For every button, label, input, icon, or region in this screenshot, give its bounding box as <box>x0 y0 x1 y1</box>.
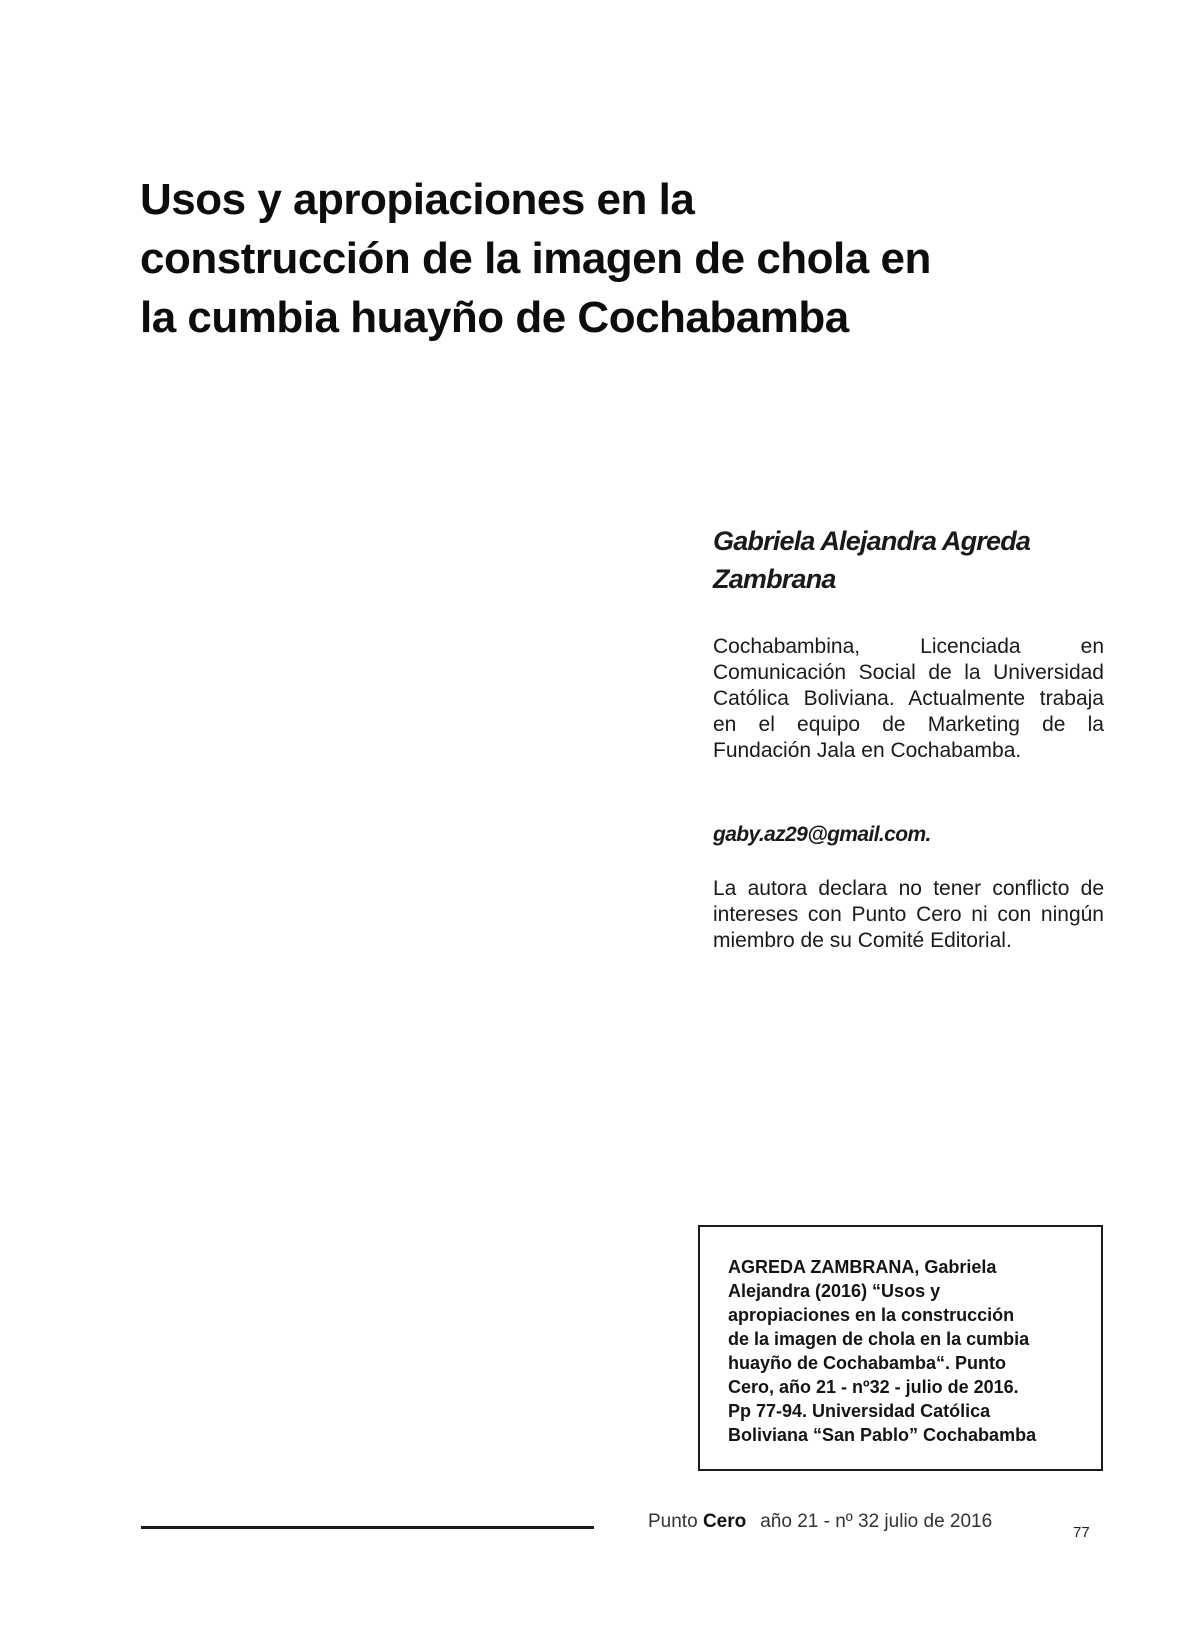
journal-name-bold: Cero <box>702 1511 747 1532</box>
footer-divider <box>141 1526 594 1529</box>
author-bio: Cochabambina, Licenciada en Comunicación Social de la Universidad Católica Boliviana. Actualmente trabaja en el equipo de Marketing de la Fundación Jala en Cochabamba. <box>713 635 1104 762</box>
author-name <box>713 522 1113 598</box>
citation-line: Boliviana “San Pablo” Cochabamba <box>728 1425 1037 1445</box>
citation-line: Pp 77-94. Universidad Católica <box>728 1401 991 1421</box>
citation-line: AGREDA ZAMBRANA, Gabriela <box>728 1257 997 1277</box>
citation-line: Cero, año 21 - nº32 - julio de 2016. <box>728 1377 1019 1397</box>
article-title-line: la cumbia huayño de Cochabamba <box>140 293 849 342</box>
citation-line: Alejandra (2016) “Usos y <box>728 1281 941 1301</box>
issue-info: año 21 - nº 32 julio de 2016 <box>760 1511 993 1532</box>
page-number: 77 <box>1073 1524 1090 1541</box>
article-title-line: construcción de la imagen de chola en <box>140 234 931 283</box>
citation-text <box>728 1255 1036 1447</box>
footer-journal-info <box>648 1511 992 1533</box>
article-title-line: Usos y apropiaciones en la <box>140 175 695 224</box>
citation-line: apropiaciones en la construcción <box>728 1305 1015 1325</box>
article-title <box>140 170 1090 347</box>
citation-box <box>698 1225 1103 1471</box>
conflict-of-interest-statement: La autora declara no tener conflicto de intereses con Punto Cero ni con ningún miembro de su Comité Editorial. <box>713 877 1104 952</box>
citation-line: de la imagen de chola en la cumbia <box>728 1329 1030 1349</box>
journal-name-light: Punto <box>648 1511 698 1532</box>
author-email: gaby.az29@gmail.com. <box>713 823 931 846</box>
author-name-line: Zambrana <box>713 564 836 594</box>
citation-line: huayño de Cochabamba“. Punto <box>728 1353 1007 1373</box>
author-name-line: Gabriela Alejandra Agreda <box>713 526 1031 556</box>
